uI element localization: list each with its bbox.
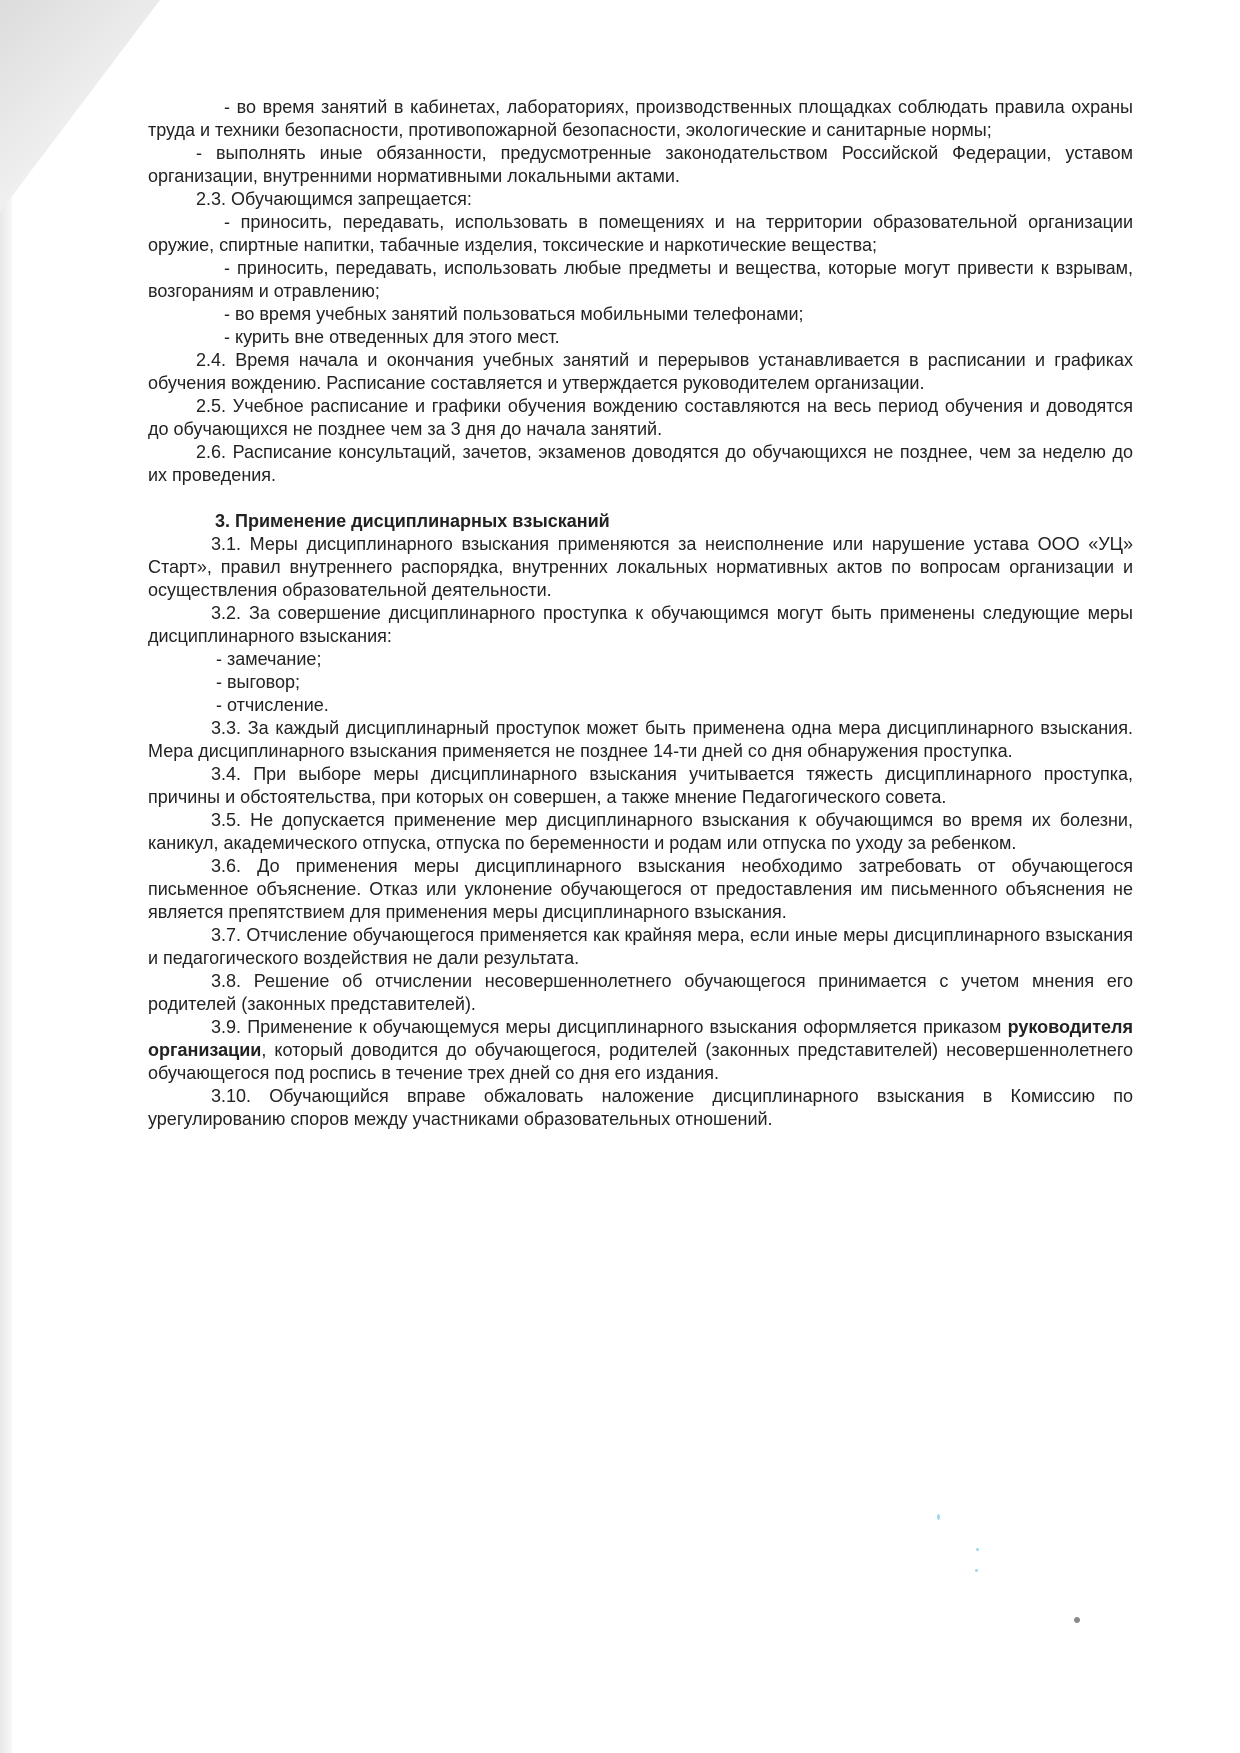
clause-3-8: 3.8. Решение об отчислении несовершеннолетнего обучающегося принимается с учетом мнения его родителей (законных представителей). bbox=[148, 971, 1133, 1014]
paragraph-duty-safety: - во время занятий в кабинетах, лабораториях, производственных площадках соблюдать правила охраны труда и техники безопасности, противопожарной безопасности, экологические и санитарные нормы; bbox=[148, 97, 1133, 140]
clause-3-2-item: - отчисление. bbox=[216, 695, 329, 715]
ink-speck bbox=[975, 1569, 978, 1572]
clause-3-9-text-a: 3.9. Применение к обучающемуся меры дисциплинарного взыскания оформляется приказом bbox=[211, 1017, 1008, 1037]
clause-3-2-title: 3.2. За совершение дисциплинарного проступка к обучающимся могут быть применены следующие меры дисциплинарного взыскания: bbox=[148, 603, 1133, 646]
clause-2-3-item: - во время учебных занятий пользоваться мобильными телефонами; bbox=[224, 304, 804, 324]
clause-2-3-item: - курить вне отведенных для этого мест. bbox=[224, 327, 560, 347]
paragraph-duty-other: - выполнять иные обязанности, предусмотренные законодательством Российской Федерации, уставом организации, внутренними нормативными локальными актами. bbox=[148, 143, 1133, 186]
ink-speck bbox=[937, 1514, 940, 1520]
document-body bbox=[148, 96, 1133, 1131]
clause-3-10: 3.10. Обучающийся вправе обжаловать наложение дисциплинарного взыскания в Комиссию по урегулированию споров между участниками образовательных отношений. bbox=[148, 1086, 1133, 1129]
clause-2-3-item: - приносить, передавать, использовать любые предметы и вещества, которые могут привести к взрывам, возгораниям и отравлению; bbox=[148, 258, 1133, 301]
clause-2-3-title: 2.3. Обучающимся запрещается: bbox=[196, 189, 472, 209]
clause-3-2-item: - замечание; bbox=[216, 649, 322, 669]
clause-3-9 bbox=[148, 1016, 1133, 1085]
clause-3-9-text-b: , который доводится до обучающегося, родителей (законных представителей) несовершеннолетнего обучающегося под роспись в течение трех дней со дня его издания. bbox=[148, 1040, 1133, 1083]
clause-3-3: 3.3. За каждый дисциплинарный проступок может быть применена одна мера дисциплинарного взыскания. Мера дисциплинарного взыскания применяется не позднее 14-ти дней со дня обнаружения проступка. bbox=[148, 718, 1133, 761]
clause-2-4: 2.4. Время начала и окончания учебных занятий и перерывов устанавливается в расписании и графиках обучения вождению. Расписание составляется и утверждается руководителем организации. bbox=[148, 350, 1133, 393]
clause-3-1: 3.1. Меры дисциплинарного взыскания применяются за неисполнение или нарушение устава ООО «УЦ» Старт», правил внутреннего распорядка, внутренних локальных нормативных актов по вопросам организации и осуществления образовательной деятельности. bbox=[148, 534, 1133, 600]
clause-2-5: 2.5. Учебное расписание и графики обучения вождению составляются на весь период обучения и доводятся до обучающихся не позднее чем за 3 дня до начала занятий. bbox=[148, 396, 1133, 439]
clause-3-5: 3.5. Не допускается применение мер дисциплинарного взыскания к обучающимся во время их болезни, каникул, академического отпуска, отпуска по беременности и родам или отпуска по уходу за ребенком. bbox=[148, 810, 1133, 853]
clause-2-3-item: - приносить, передавать, использовать в помещениях и на территории образовательной организации оружие, спиртные напитки, табачные изделия, токсические и наркотические вещества; bbox=[148, 212, 1133, 255]
page-edge-shadow bbox=[0, 0, 12, 1753]
ink-speck bbox=[976, 1548, 979, 1551]
clause-3-2-item: - выговор; bbox=[216, 672, 301, 692]
section-3-heading: 3. Применение дисциплинарных взысканий bbox=[215, 511, 610, 531]
clause-3-4: 3.4. При выборе меры дисциплинарного взыскания учитывается тяжесть дисциплинарного проступка, причины и обстоятельства, при которых он совершен, а также мнение Педагогического совета. bbox=[148, 764, 1133, 807]
dust-speck bbox=[1074, 1617, 1080, 1623]
clause-3-7: 3.7. Отчисление обучающегося применяется как крайняя мера, если иные меры дисциплинарного взыскания и педагогического воздействия не дали результата. bbox=[148, 925, 1133, 968]
clause-3-6: 3.6. До применения меры дисциплинарного взыскания необходимо затребовать от обучающегося письменное объяснение. Отказ или уклонение обучающегося от предоставления им письменного объяснения не является препятствием для применения меры дисциплинарного взыскания. bbox=[148, 856, 1133, 922]
folded-corner bbox=[0, 0, 160, 212]
clause-3-9-bold: руководителя организации bbox=[148, 1017, 1133, 1060]
clause-2-6: 2.6. Расписание консультаций, зачетов, экзаменов доводятся до обучающихся не позднее, чем за неделю до их проведения. bbox=[148, 442, 1133, 485]
